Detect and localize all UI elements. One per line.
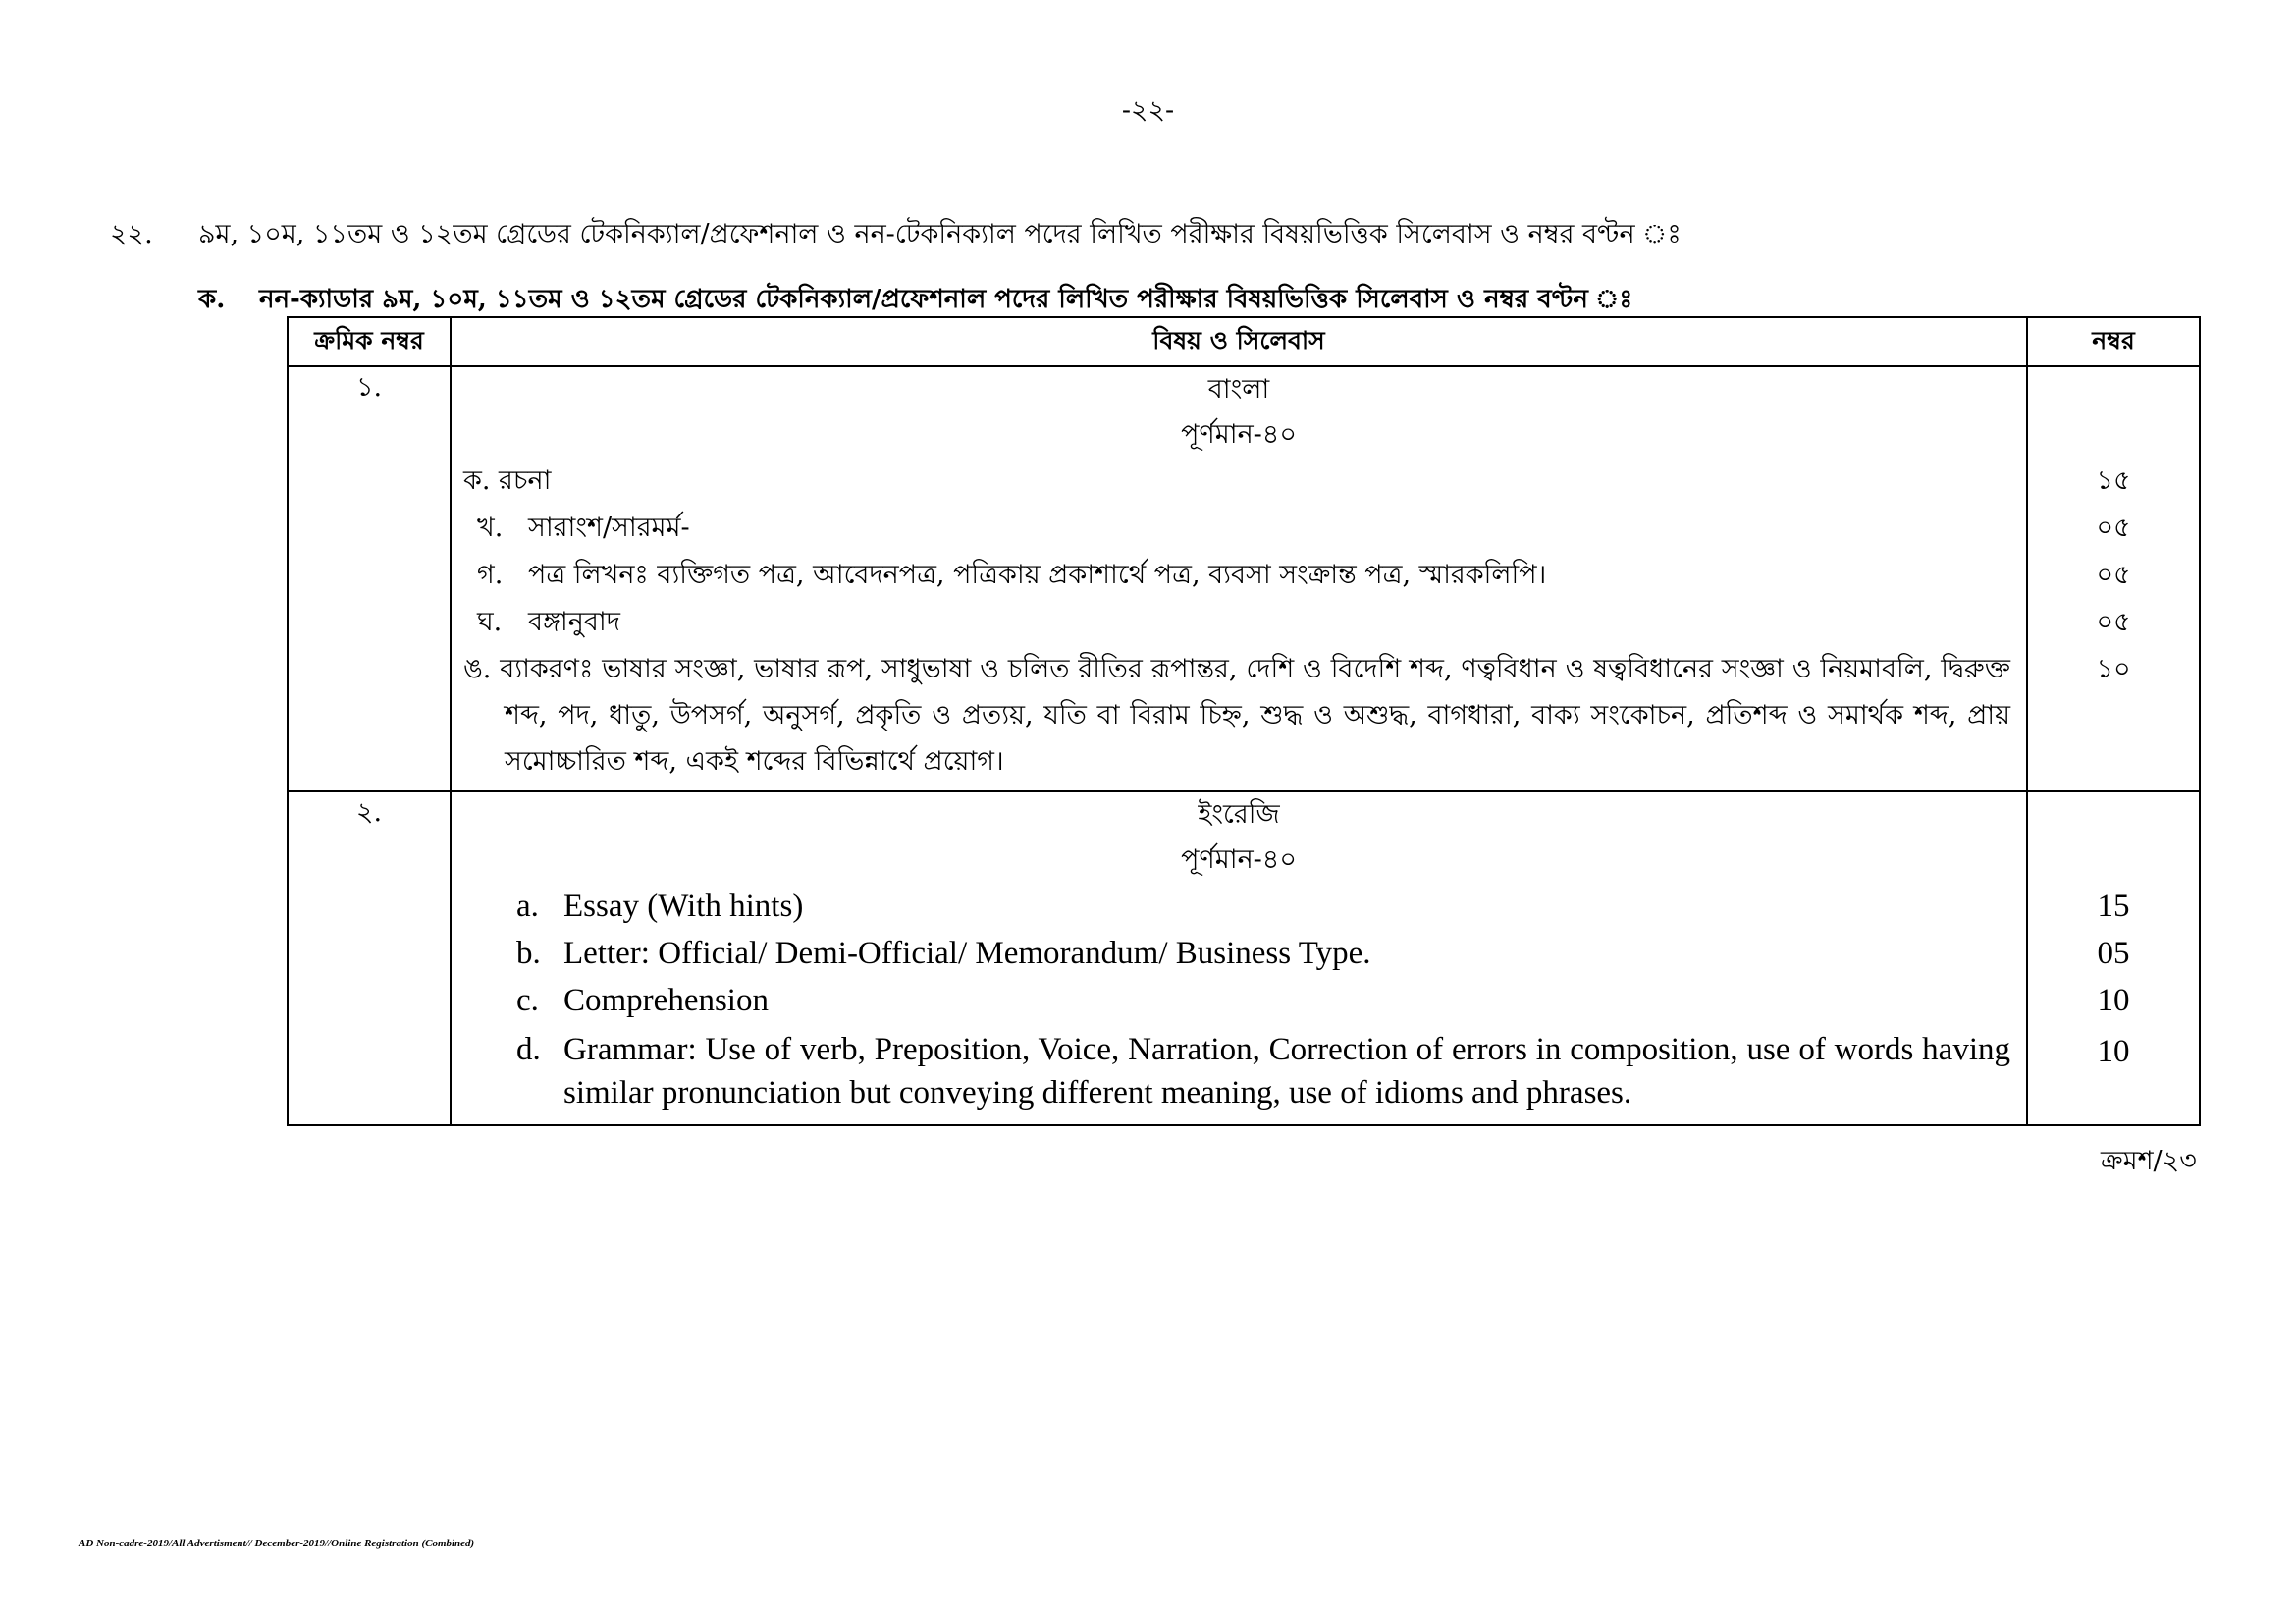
mark-value: 15 bbox=[2097, 889, 2130, 924]
marks-cell bbox=[2027, 366, 2200, 791]
syllabus-item: ক. রচনা bbox=[463, 465, 552, 496]
subject-title: বাংলা bbox=[1207, 374, 1270, 405]
syllabus-item: খ. সারাংশ/সারমর্ম- bbox=[477, 513, 690, 543]
section-heading bbox=[110, 214, 1682, 258]
syllabus-item: d. Grammar: Use of verb, Preposition, Voice, Narration, Correction of errors in composition, use of words having similar pronunciation but conveying different meaning, use of idioms and phrases. bbox=[516, 1032, 2010, 1110]
full-marks: পূর্ণমান-৪০ bbox=[1181, 844, 1297, 875]
header-marks: নম্বর bbox=[2027, 317, 2200, 366]
syllabus-item: ঘ. বঙ্গানুবাদ bbox=[477, 607, 620, 637]
mark-value: ১০ bbox=[2096, 654, 2131, 684]
mark-value: 10 bbox=[2097, 1034, 2130, 1069]
subject-title: ইংরেজি bbox=[1198, 799, 1280, 830]
mark-value: 05 bbox=[2097, 936, 2130, 971]
section-title: ৯ম, ১০ম, ১১তম ও ১২তম গ্রেডের টেকনিক্যাল/প্রফেশনাল ও নন-টেকনিক্যাল পদের লিখিত পরীক্ষার বিষয়ভিত্তিক সিলেবাস ও নম্বর বণ্টন ঃ bbox=[198, 219, 1682, 249]
serial-cell: ২. bbox=[288, 791, 451, 1125]
syllabus-item: ঙ. ব্যাকরণঃ ভাষার সংজ্ঞা, ভাষার রূপ, সাধুভাষা ও চলিত রীতির রূপান্তর, দেশি ও বিদেশি শব্দ, ণত্ববিধান ও ষত্ববিধানের সংজ্ঞা ও নিয়মাবলি, দ্বিরুক্ত শব্দ, পদ, ধাতু, উপসর্গ, অনুসর্গ, প্রকৃতি ও প্রত্যয়, যতি বা বিরাম চিহ্ন, শুদ্ধ ও অশুদ্ধ, বাগধারা, বাক্য সংকোচন, প্রতিশব্দ ও সমার্থক শব্দ, প্রায় সমোচ্চারিত শব্দ, একই শব্দের বিভিন্নার্থে প্রয়োগ। bbox=[463, 654, 2010, 777]
syllabus-table bbox=[287, 316, 2201, 1126]
serial-cell: ১. bbox=[288, 366, 451, 791]
mark-value: 10 bbox=[2097, 983, 2130, 1018]
header-serial: ক্রমিক নম্বর bbox=[288, 317, 451, 366]
table-header-row bbox=[288, 317, 2200, 366]
full-marks: পূর্ণমান-৪০ bbox=[1181, 419, 1297, 450]
syllabus-item: a. Essay (With hints) bbox=[516, 889, 804, 924]
table-row-english bbox=[288, 791, 2200, 1125]
syllabus-item: গ. পত্র লিখনঃ ব্যক্তিগত পত্র, আবেদনপত্র, পত্রিকায় প্রকাশার্থে পত্র, ব্যবসা সংক্রান্ত পত্র, স্মারকলিপি। bbox=[477, 560, 1547, 590]
footer-note: AD Non-cadre-2019/All Advertisment// December-2019//Online Registration (Combined) bbox=[79, 1538, 475, 1549]
syllabus-cell bbox=[451, 791, 2027, 1125]
subsection-number: ক. bbox=[198, 285, 226, 314]
syllabus-item: b. Letter: Official/ Demi-Official/ Memorandum/ Business Type. bbox=[516, 936, 1371, 971]
continued-note: ক্রমশ/২৩ bbox=[2101, 1146, 2197, 1176]
mark-value: ০৫ bbox=[2096, 560, 2131, 590]
header-subject: বিষয় ও সিলেবাস bbox=[451, 317, 2027, 366]
marks-cell bbox=[2027, 791, 2200, 1125]
mark-value: ০৫ bbox=[2096, 607, 2131, 637]
mark-value: ০৫ bbox=[2096, 513, 2131, 543]
mark-value: ১৫ bbox=[2096, 465, 2131, 496]
syllabus-cell bbox=[451, 366, 2027, 791]
page-number: -২২- bbox=[1121, 95, 1175, 126]
syllabus-item: c. Comprehension bbox=[516, 983, 769, 1018]
table-row-bangla bbox=[288, 366, 2200, 791]
section-number: ২২. bbox=[110, 219, 153, 249]
subsection-title: নন-ক্যাডার ৯ম, ১০ম, ১১তম ও ১২তম গ্রেডের টেকনিক্যাল/প্রফেশনাল পদের লিখিত পরীক্ষার বিষয়ভিত্তিক সিলেবাস ও নম্বর বণ্টন ঃ bbox=[259, 285, 1633, 314]
